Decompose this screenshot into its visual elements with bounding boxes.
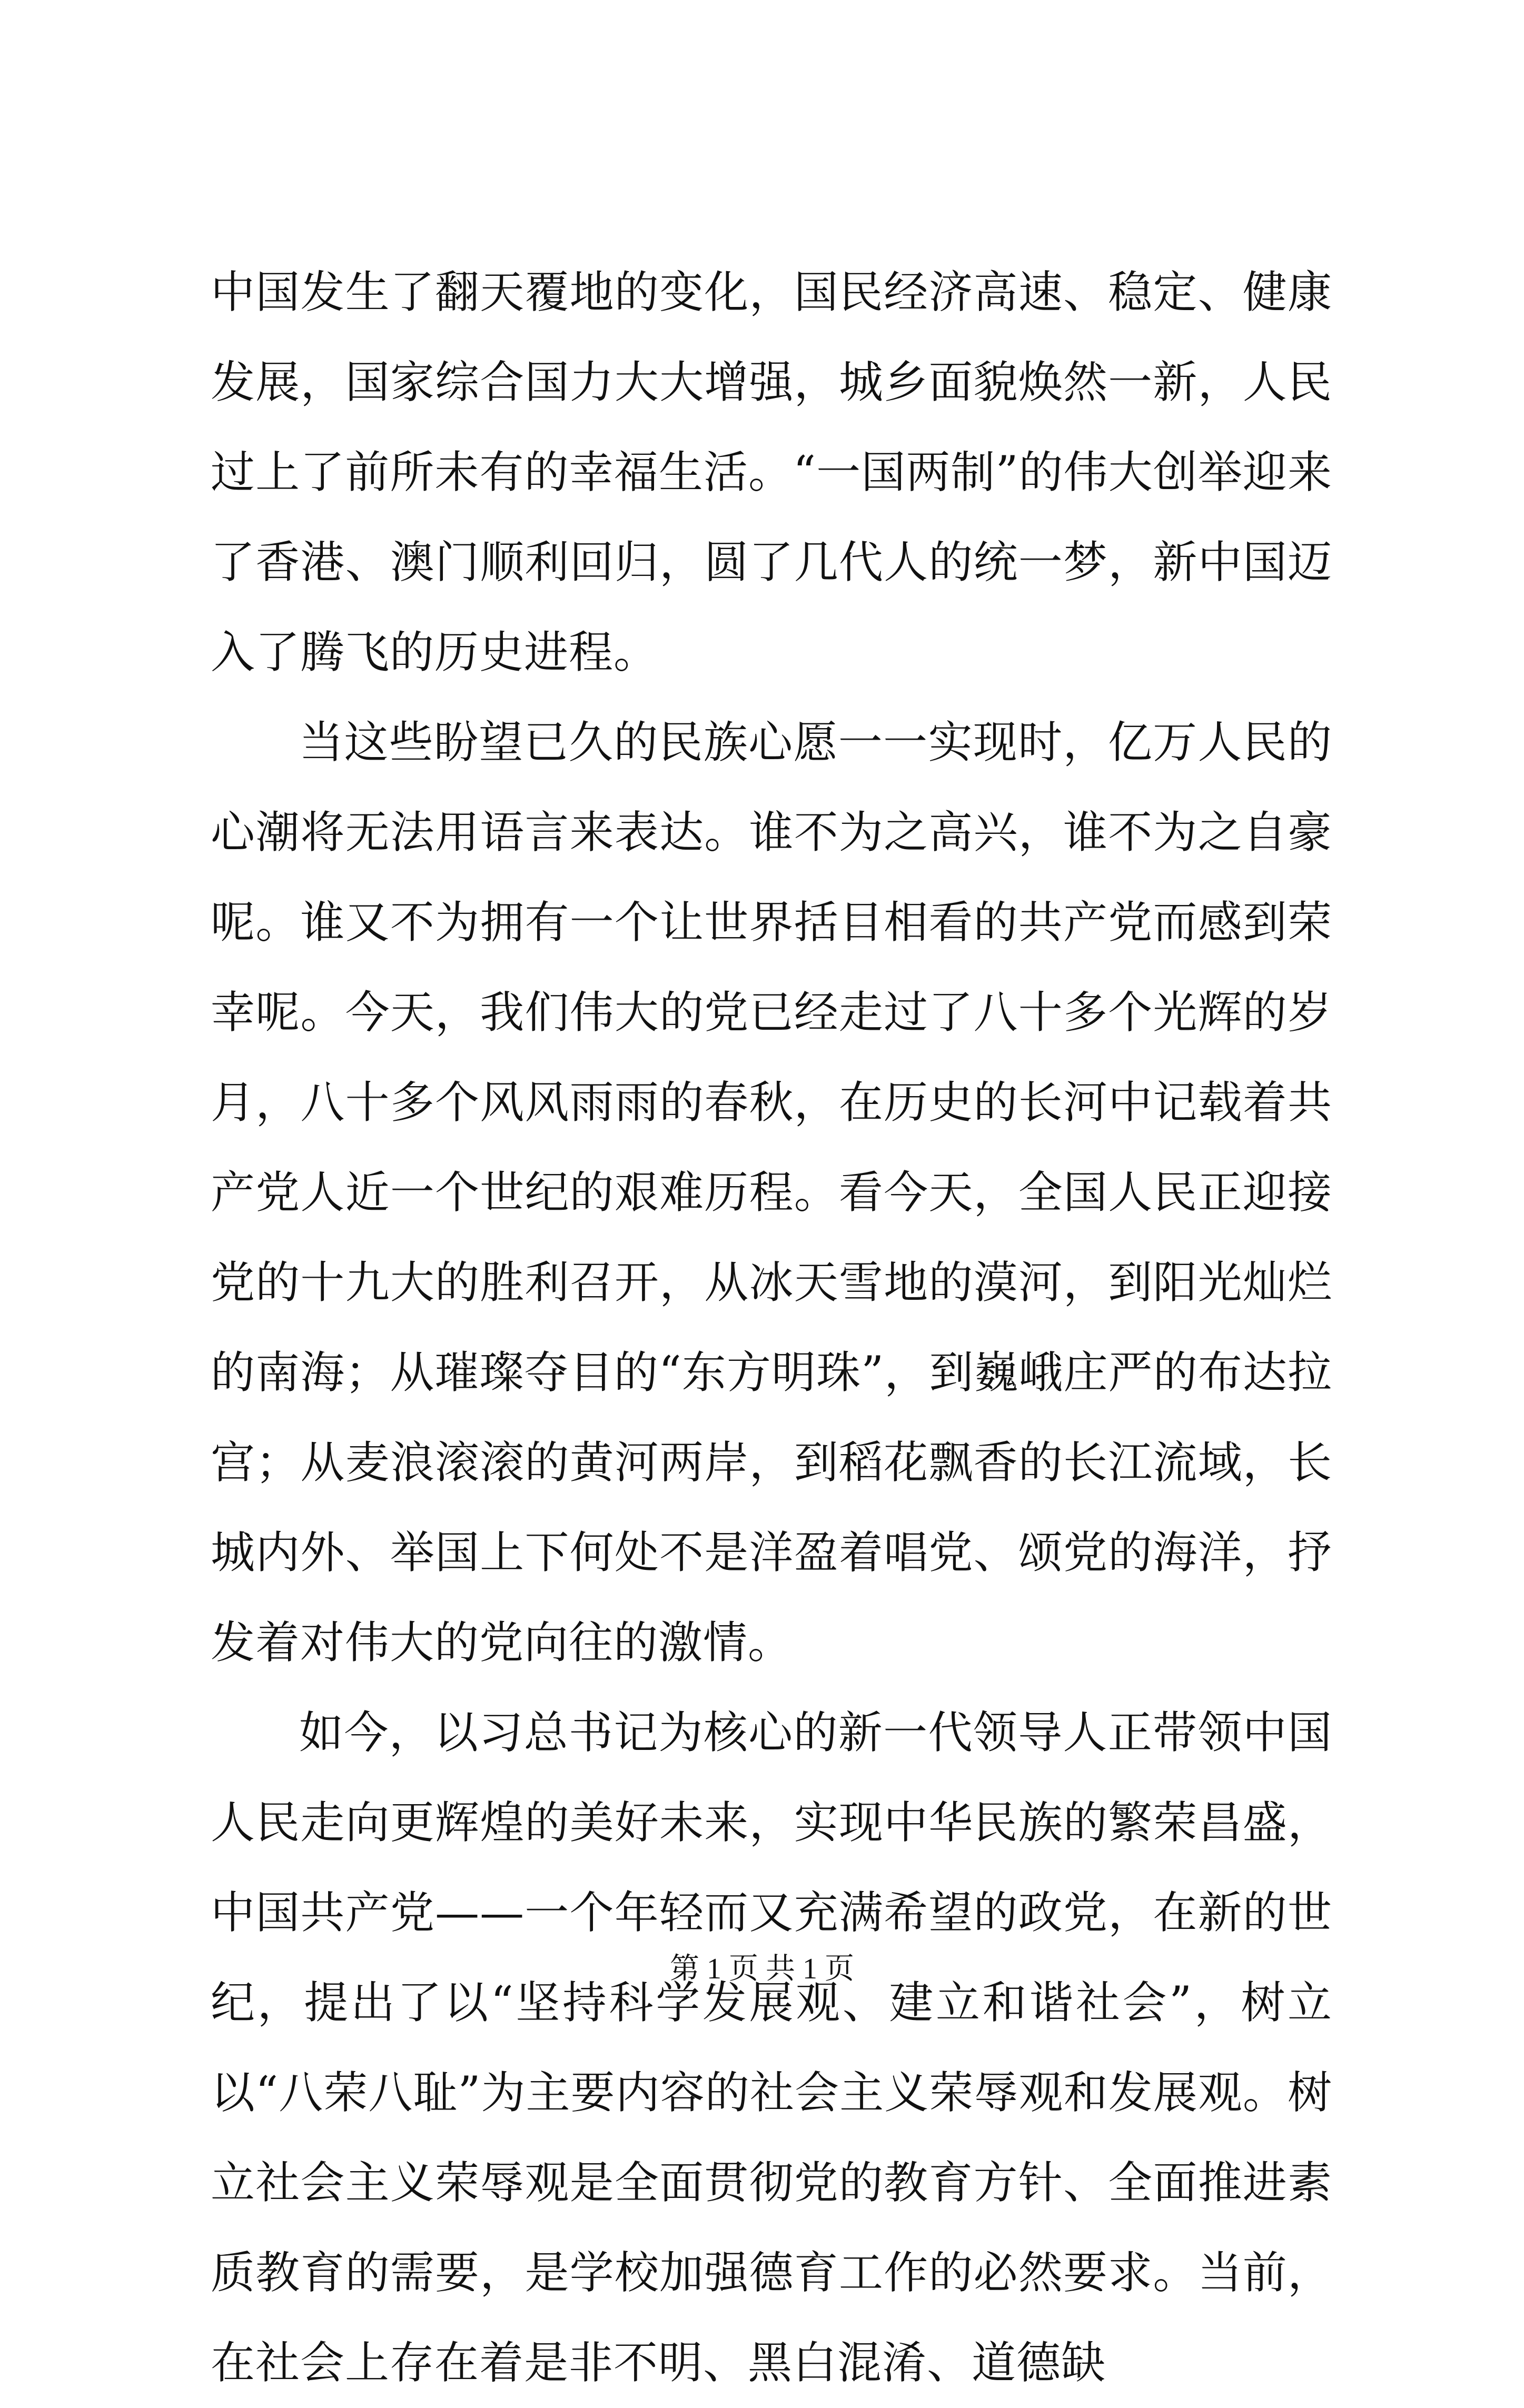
paragraph-1: 中国发生了翻天覆地的变化，国民经济高速、稳定、健康发展，国家综合国力大大增强，城乡面貌焕然一新，人民过上了前所未有的幸福生活。“一国两制”的伟大创举迎来了香港、澳门顺利回归，圆了几代人的统一梦，新中国迈入了腾飞的历史进程。	[211, 266, 1332, 678]
page-footer: 第 1 页 共 1 页	[670, 1953, 854, 1985]
paragraph-3: 如今，以习总书记为核心的新一代领导人正带领中国人民走向更辉煌的美好未来，实现中华民族的繁荣昌盛，中国共产党——一个年轻而又充满希望的政党，在新的世纪，提出了以“坚持科学发展观、建立和谐社会”，树立以“八荣八耻”为主要内容的社会主义荣辱观和发展观。树立社会主义荣辱观是全面贯彻党的教育方针、全面推进素质教育的需要，是学校加强德育工作的必然要求。当前，在社会上存在着是非不明、黑白混淆、道德缺	[211, 1707, 1332, 2389]
document-body	[211, 247, 1332, 2408]
paragraph-2: 当这些盼望已久的民族心愿一一实现时，亿万人民的心潮将无法用语言来表达。谁不为之高兴，谁不为之自豪呢。谁又不为拥有一个让世界括目相看的共产党而感到荣幸呢。今天，我们伟大的党已经走过了八十多个光辉的岁月，八十多个风风雨雨的春秋，在历史的长河中记载着共产党人近一个世纪的艰难历程。看今天，全国人民正迎接党的十九大的胜利召开，从冰天雪地的漠河，到阳光灿烂的南海；从璀璨夺目的“东方明珠”，到巍峨庄严的布达拉宫；从麦浪滚滚的黄河两岸，到稻花飘香的长江流域，长城内外、举国上下何处不是洋盈着唱党、颂党的海洋，抒发着对伟大的党向往的激情。	[211, 717, 1332, 1668]
